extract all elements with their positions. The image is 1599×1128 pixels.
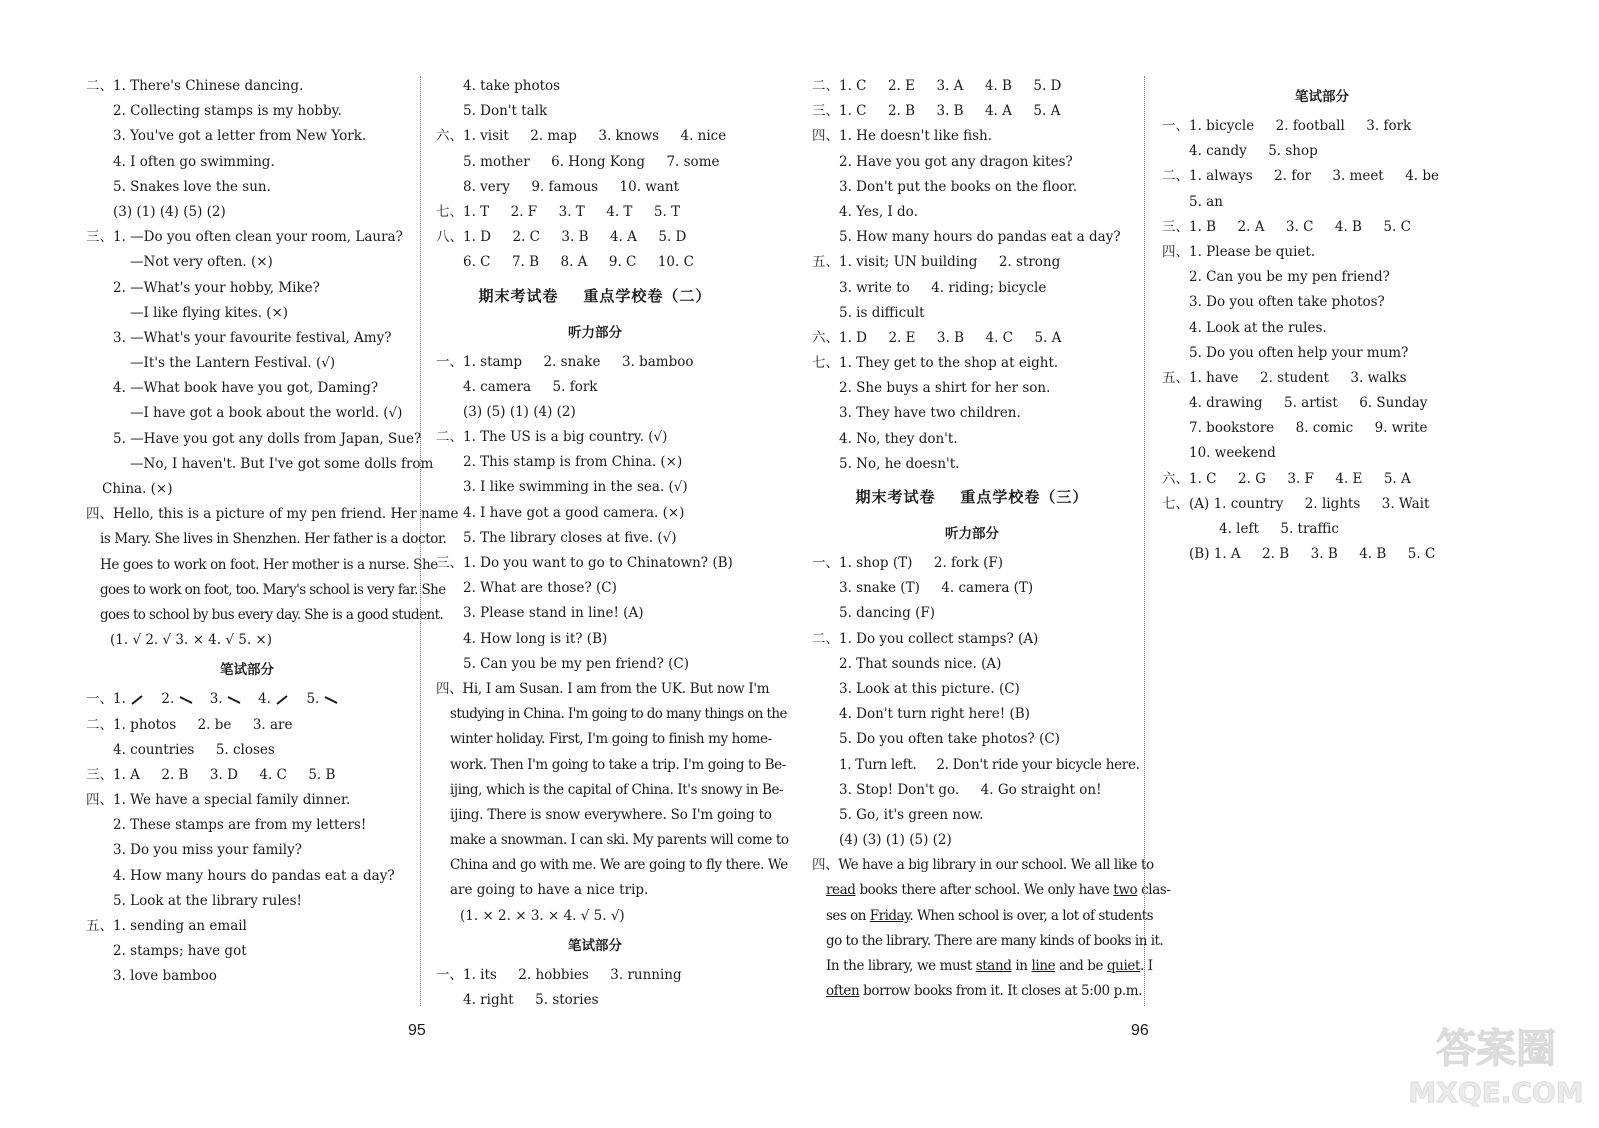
falling-stroke-icon	[324, 695, 338, 705]
exam-title: 期末考试卷 重点学校卷（二）	[478, 286, 712, 305]
passage-text: . When school is over, a lot of students	[909, 907, 1154, 924]
text-line: 三、1. B 2. A 3. C 4. B 5. C	[1162, 218, 1411, 235]
text-line: 4. How long is it? (B)	[463, 630, 608, 647]
text-line: He goes to work on foot. Her mother is a nurse. She	[100, 556, 438, 573]
text-line: 4. take photos	[463, 78, 561, 94]
item-label: 2.	[161, 691, 175, 708]
passage-text: books there after school. We only have	[855, 882, 1114, 899]
watermark-bottom: MXQE.COM	[1408, 1076, 1584, 1109]
text-line: 四、1. He doesn't like fish.	[812, 128, 993, 145]
answer-word: stand	[975, 958, 1012, 974]
passage-text: and be	[1055, 958, 1107, 974]
text-line: 2. Can you be my pen friend?	[1189, 269, 1390, 286]
text-line: 四、1. We have a special family dinner.	[86, 792, 351, 809]
section-heading: 笔试部分	[1295, 89, 1349, 105]
answer-word: two	[1113, 882, 1138, 899]
passage-line: go to the library. There are many kinds of books in it.	[826, 932, 1164, 949]
text-line: (3) (5) (1) (4) (2)	[463, 403, 576, 420]
text-line: 5. —Have you got any dolls from Japan, Sue?	[113, 430, 422, 447]
text-line: 2. This stamp is from China. (×)	[463, 454, 683, 471]
rising-stroke-icon	[275, 695, 289, 705]
text-line: 7. bookstore 8. comic 9. write	[1189, 420, 1428, 437]
text-line: 二、1. always 2. for 3. meet 4. be	[1162, 168, 1439, 185]
text-line: (1. × 2. × 3. × 4. √ 5. √)	[460, 907, 625, 924]
text-line: 3. You've got a letter from New York.	[113, 128, 367, 145]
text-line: 三、1. C 2. B 3. B 4. A 5. A	[812, 103, 1061, 120]
passage-text: ses on	[826, 907, 870, 924]
text-line: 二、1. photos 2. be 3. are	[86, 716, 293, 733]
text-line: 4. Don't turn right here! (B)	[839, 706, 1030, 723]
passage-text: In the library, we must	[826, 958, 976, 974]
text-line: 1. Turn left. 2. Don't ride your bicycle here.	[839, 756, 1140, 773]
text-line: (4) (3) (1) (5) (2)	[839, 832, 952, 849]
section-heading: 听力部分	[945, 526, 999, 542]
text-line: 3. write to 4. riding; bicycle	[839, 279, 1047, 296]
answer-word: read	[826, 882, 856, 899]
text-line: 六、1. D 2. E 3. B 4. C 5. A	[812, 329, 1062, 346]
text-line: ijing, which is the capital of China. It's snowy in Be-	[450, 781, 784, 798]
page-number-right: 96	[1131, 1022, 1149, 1039]
text-line: 3. They have two children.	[839, 405, 1021, 422]
text-line: 4. How many hours do pandas eat a day?	[113, 867, 395, 884]
answer-word: often	[826, 983, 860, 1000]
section-heading: 笔试部分	[220, 662, 274, 679]
text-line: 七、1. T 2. F 3. T 4. T 5. T	[436, 203, 681, 220]
text-line: 5. Do you often help your mum?	[1189, 344, 1409, 361]
text-line: 2. These stamps are from my letters!	[113, 817, 367, 834]
text-line: 四、Hello, this is a picture of my pen friend. Her name	[86, 506, 459, 523]
text-line: 5. mother 6. Hong Kong 7. some	[463, 153, 720, 170]
text-line: 3. Please stand in line! (A)	[463, 605, 644, 622]
text-line: 五、1. sending an email	[86, 918, 247, 934]
text-line: —It's the Lantern Festival. (√)	[130, 355, 336, 372]
item-label: 4.	[258, 691, 271, 708]
passage-line	[812, 904, 1154, 929]
text-line: 一、1. bicycle 2. football 3. fork	[1162, 118, 1412, 134]
text-line: are going to have a nice trip.	[450, 882, 649, 899]
text-line: 3. love bamboo	[113, 968, 217, 985]
page-number-left: 95	[408, 1022, 426, 1039]
text-line: —Not very often. (×)	[130, 254, 273, 271]
text-line: winter holiday. First, I'm going to finish my home-	[450, 731, 772, 748]
text-line: 三、1. A 2. B 3. D 4. C 5. B	[86, 766, 336, 783]
text-line: 5. dancing (F)	[839, 605, 935, 622]
text-line: 10. weekend	[1189, 445, 1276, 462]
text-line: 3. Stop! Don't go. 4. Go straight on!	[839, 781, 1102, 798]
stress-marks-line	[86, 687, 408, 712]
text-line: 4. I often go swimming.	[113, 153, 275, 170]
text-line: 五、1. visit; UN building 2. strong	[812, 254, 1061, 271]
text-line: ijing. There is snow everywhere. So I'm going to	[450, 806, 772, 823]
text-line: 4. Look at the rules.	[1189, 319, 1327, 336]
falling-stroke-icon	[179, 695, 193, 705]
text-line: (B) 1. A 2. B 3. B 4. B 5. C	[1189, 546, 1436, 563]
text-line: 5. is difficult	[839, 304, 925, 321]
text-line: 5. The library closes at five. (√)	[463, 529, 677, 546]
column-divider	[420, 76, 421, 1006]
text-line: 三、1. —Do you often clean your room, Laura?	[86, 229, 403, 246]
text-line: 2. She buys a shirt for her son.	[839, 380, 1051, 397]
text-line: 3. —What's your favourite festival, Amy?	[113, 329, 392, 346]
column-3	[812, 74, 1171, 1004]
text-line: 5. Can you be my pen friend? (C)	[463, 655, 690, 672]
text-line: 五、1. have 2. student 3. walks	[1162, 369, 1407, 386]
text-line: 3. Don't put the books on the floor.	[839, 178, 1078, 195]
text-line: 2. That sounds nice. (A)	[839, 655, 1002, 672]
text-line: 二、1. C 2. E 3. A 4. B 5. D	[812, 78, 1062, 94]
text-line: goes to school by bus every day. She is a good student.	[100, 606, 444, 623]
item-label: 1.	[113, 691, 126, 708]
text-line: —No, I haven't. But I've got some dolls from	[130, 455, 434, 472]
text-line: goes to work on foot, too. Mary's school is very far. She	[100, 581, 446, 598]
text-line: 4. right 5. stories	[463, 992, 599, 1008]
item-label: 3.	[209, 691, 223, 708]
answer-word: line	[1031, 958, 1056, 974]
text-line: 六、1. visit 2. map 3. knows 4. nice	[436, 128, 727, 145]
text-line: 4. camera 5. fork	[463, 378, 598, 395]
text-line: 2. Collecting stamps is my hobby.	[113, 103, 342, 120]
watermark-logo	[1401, 1014, 1591, 1114]
text-line: studying in China. I'm going to do many things on the	[450, 706, 787, 723]
text-line: —I have got a book about the world. (√)	[130, 405, 403, 422]
text-line: 4. —What book have you got, Daming?	[113, 380, 379, 397]
rising-stroke-icon	[130, 695, 144, 705]
text-line: 5. Go, it's green now.	[839, 806, 984, 823]
text-line: 5. Don't talk	[463, 103, 548, 120]
text-line: 二、1. The US is a big country. (√)	[436, 429, 668, 446]
text-line: 4. drawing 5. artist 6. Sunday	[1189, 395, 1428, 412]
passage-line: 四、We have a big library in our school. We all like to	[812, 857, 1154, 874]
section-heading: 笔试部分	[568, 937, 622, 954]
text-line: make a snowman. I can ski. My parents will come to	[450, 832, 789, 849]
column-divider	[1144, 76, 1145, 1006]
text-line: 3. Do you miss your family?	[113, 842, 302, 859]
text-line: 5. No, he doesn't.	[839, 455, 960, 472]
text-line: 4. candy 5. shop	[1189, 143, 1318, 160]
text-line: 一、1. stamp 2. snake 3. bamboo	[436, 353, 694, 370]
text-line: 一、1. shop (T) 2. fork (F)	[812, 555, 1003, 571]
text-line: 6. C 7. B 8. A 9. C 10. C	[463, 254, 694, 271]
text-line: 4. left 5. traffic	[1219, 521, 1339, 537]
exam-title: 期末考试卷 重点学校卷（三）	[855, 488, 1089, 506]
column-4	[1162, 80, 1482, 567]
text-line: China and go with me. We are going to fly there. We	[450, 857, 788, 874]
text-line: 4. No, they don't.	[839, 430, 958, 447]
passage-text: clas-	[1137, 882, 1171, 899]
text-line: 四、1. Please be quiet.	[1162, 243, 1316, 260]
text-line: 八、1. D 2. C 3. B 4. A 5. D	[436, 229, 687, 246]
text-line: is Mary. She lives in Shenzhen. Her father is a doctor.	[100, 531, 447, 548]
passage-line	[812, 954, 1153, 979]
text-line: 5. Look at the library rules!	[113, 892, 302, 909]
text-line: (3) (1) (4) (5) (2)	[113, 203, 226, 220]
text-line: 七、(A) 1. country 2. lights 3. Wait	[1162, 495, 1430, 512]
answer-word: Friday	[869, 907, 910, 924]
text-line: work. Then I'm going to take a trip. I'm going to Be-	[450, 756, 786, 773]
text-line: 二、1. There's Chinese dancing.	[86, 78, 304, 94]
text-line: 4. Yes, I do.	[839, 203, 918, 220]
text-line: 5. Snakes love the sun.	[113, 178, 271, 195]
passage-line	[812, 878, 1171, 903]
text-line: 六、1. C 2. G 3. F 4. E 5. A	[1162, 470, 1411, 487]
text-line: —I like flying kites. (×)	[130, 304, 289, 321]
text-line: 四、Hi, I am Susan. I am from the UK. But now I'm	[436, 680, 770, 697]
text-line: 3. Look at this picture. (C)	[839, 680, 1020, 697]
text-line: 七、1. They get to the shop at eight.	[812, 355, 1059, 372]
text-line: 3. snake (T) 4. camera (T)	[839, 580, 1034, 597]
text-line: 2. Have you got any dragon kites?	[839, 153, 1073, 170]
passage-text: . I	[1140, 958, 1153, 974]
text-line: 4. I have got a good camera. (×)	[463, 504, 685, 521]
text-line: 3. I like swimming in the sea. (√)	[463, 479, 688, 496]
column-1	[86, 74, 459, 990]
question-label: 一、	[86, 691, 113, 708]
item-label: 5.	[306, 691, 320, 708]
passage-line	[812, 979, 1143, 1004]
text-line: 2. —What's your hobby, Mike?	[113, 279, 320, 296]
text-line: 3. Do you often take photos?	[1189, 294, 1385, 311]
text-line: 2. stamps; have got	[113, 943, 247, 960]
text-line: 一、1. its 2. hobbies 3. running	[436, 966, 682, 983]
text-line: (1. √ 2. √ 3. × 4. √ 5. ×)	[110, 632, 272, 649]
passage-text: in	[1011, 958, 1032, 974]
watermark-top: 答案圈	[1436, 1026, 1556, 1072]
text-line: 4. countries 5. closes	[113, 741, 275, 758]
passage-text: borrow books from it. It closes at 5:00 p.m.	[859, 983, 1143, 1000]
falling-stroke-icon	[227, 695, 241, 705]
text-line: 5. How many hours do pandas eat a day?	[839, 229, 1121, 246]
text-line: 5. Do you often take photos? (C)	[839, 731, 1060, 748]
column-2	[436, 74, 789, 1013]
text-line: 三、1. Do you want to go to Chinatown? (B)	[436, 555, 733, 571]
section-heading: 听力部分	[568, 324, 622, 341]
text-line: 2. What are those? (C)	[463, 580, 617, 597]
text-line: 8. very 9. famous 10. want	[463, 178, 680, 195]
text-line: China. (×)	[102, 481, 173, 497]
text-line: 二、1. Do you collect stamps? (A)	[812, 630, 1039, 647]
text-line: 5. an	[1189, 193, 1223, 210]
answer-word: quiet	[1106, 958, 1141, 974]
